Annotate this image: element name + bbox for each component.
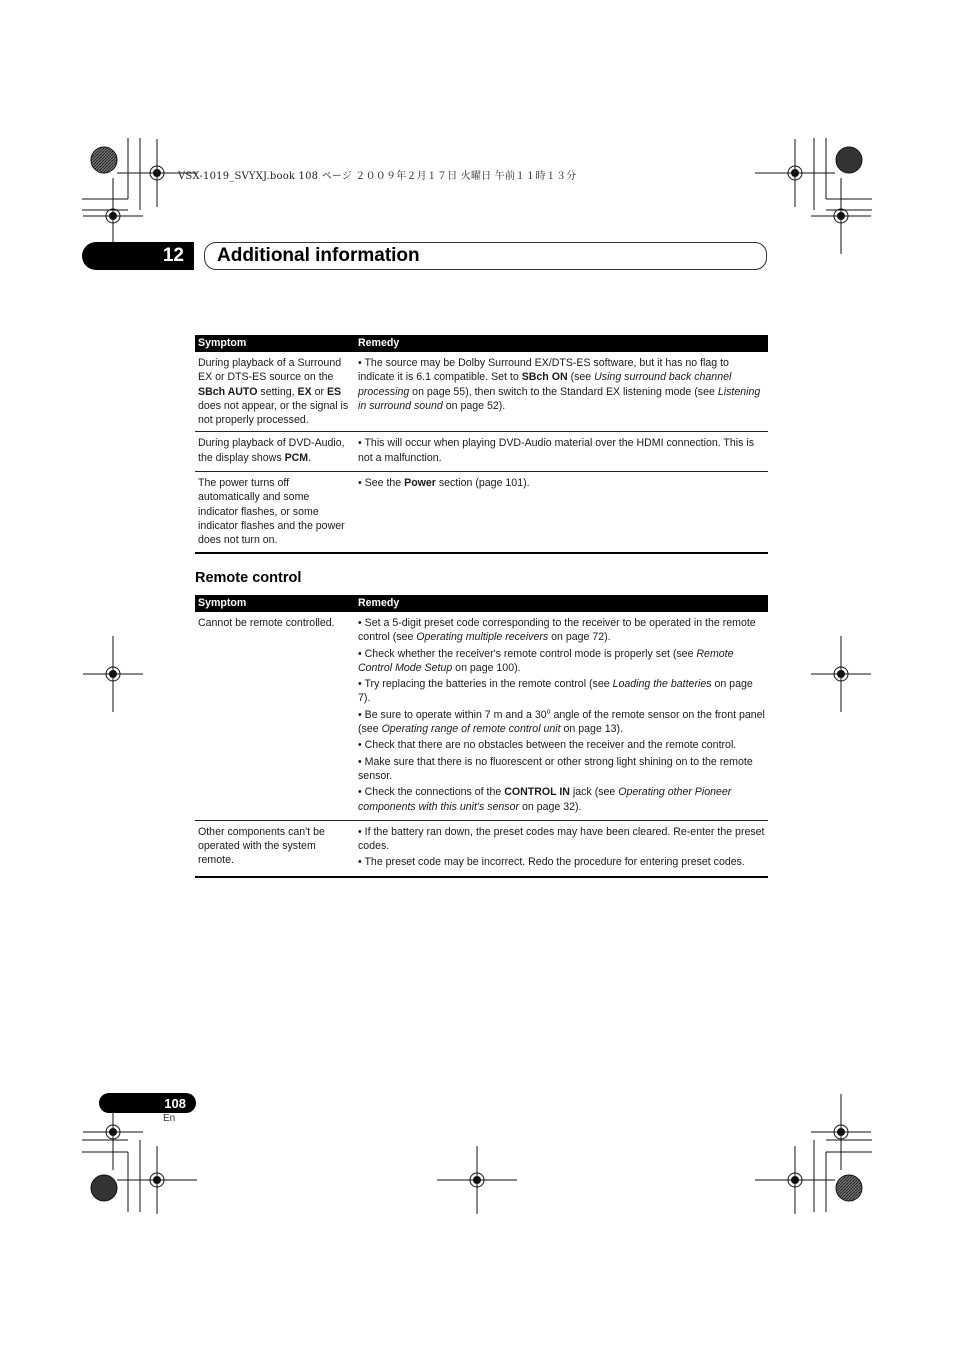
text-run: Other components can't be operated with the system remote. xyxy=(198,825,325,867)
text-run: on page 100). xyxy=(452,661,521,674)
text-run: • Make sure that there is no fluorescent or other strong light shining on to the remote sensor. xyxy=(358,755,753,782)
column-header-symptom: Symptom xyxy=(195,595,355,612)
text-run: Using surround back channel processing xyxy=(358,371,732,398)
text-run: • This will occur when playing DVD-Audio material over the HDMI connection. This is not a malfunction. xyxy=(358,437,755,464)
chapter-number-tab xyxy=(82,242,194,270)
chapter-number: 12 xyxy=(162,245,184,266)
section-title-remote-control: Remote control xyxy=(195,570,302,586)
text-run: • Set a 5-digit preset code corresponding to the receiver to be operated in the remote control (see xyxy=(358,617,756,644)
remedy-item xyxy=(358,647,765,676)
text-run: • See the xyxy=(358,477,405,490)
troubleshooting-table-surround xyxy=(195,335,768,554)
text-run: setting, xyxy=(257,385,298,398)
text-run: Operating multiple receivers xyxy=(416,631,549,644)
text-run: on page 55), then switch to the Standard EX listening mode (see xyxy=(409,385,718,398)
remedy-item xyxy=(358,755,765,784)
text-run: (see xyxy=(567,371,595,384)
remedy-cell xyxy=(355,432,768,472)
table-row xyxy=(195,432,768,472)
text-run: o xyxy=(546,708,551,716)
text-run: Operating other Pioneer components with this unit's sensor xyxy=(358,786,732,813)
remedy-cell xyxy=(355,472,768,553)
chapter-title: Additional information xyxy=(217,245,420,266)
text-run: jack (see xyxy=(569,786,619,799)
symptom-cell xyxy=(195,820,355,876)
text-run: Operating range of remote control unit xyxy=(381,723,561,736)
table-header-row xyxy=(195,595,768,612)
text-run: CONTROL IN xyxy=(504,786,570,799)
table-body xyxy=(195,352,768,553)
text-run: • The source may be Dolby Surround EX/DTS-ES software, but it has no flag to indicate it is 6.1 compatible. Set to xyxy=(358,357,729,384)
text-run: on page 32). xyxy=(519,800,582,813)
text-run: on page 52). xyxy=(442,399,506,412)
troubleshooting-table-remote xyxy=(195,595,768,878)
symptom-cell xyxy=(195,432,355,472)
text-run: • Check the connections of the xyxy=(358,786,505,799)
chapter-title-box xyxy=(204,242,767,270)
text-run: • Be sure to operate within 7 m and a 30 xyxy=(358,708,547,721)
remedy-item xyxy=(358,708,765,737)
text-run: EX xyxy=(297,385,312,398)
table-row xyxy=(195,472,768,553)
text-run: • The preset code may be incorrect. Redo the procedure for entering preset codes. xyxy=(358,856,745,869)
text-run: The power turns off automatically and some indicator flashes, or some indicator flashes and the power does not turn on. xyxy=(198,477,345,547)
text-run: Power xyxy=(404,477,436,490)
remedy-item xyxy=(358,356,765,413)
text-run: SBch ON xyxy=(521,371,568,384)
column-header-symptom: Symptom xyxy=(195,335,355,352)
text-run: angle of the remote sensor on the front panel (see xyxy=(358,708,765,736)
remedy-item xyxy=(358,785,765,814)
table-row xyxy=(195,352,768,432)
table-row xyxy=(195,820,768,876)
table-header-row xyxy=(195,335,768,352)
column-header-remedy: Remedy xyxy=(355,335,768,352)
column-header-remedy: Remedy xyxy=(355,595,768,612)
text-run: does not appear, or the signal is not properly processed. xyxy=(198,399,349,427)
text-run: Remote Control Mode Setup xyxy=(358,647,734,674)
text-run: Listening in surround sound xyxy=(358,385,761,412)
text-run: • Try replacing the batteries in the remote control (see xyxy=(358,678,613,691)
text-run: Cannot be remote controlled. xyxy=(198,617,335,629)
symptom-cell xyxy=(195,612,355,820)
remedy-item xyxy=(358,825,765,854)
symptom-cell xyxy=(195,472,355,553)
text-run: on page 7). xyxy=(358,678,753,705)
text-run: section (page 101). xyxy=(435,477,530,490)
table-body xyxy=(195,612,768,877)
remedy-item xyxy=(358,436,765,465)
text-run: During playback of a Surround EX or DTS-ES source on the xyxy=(198,357,342,384)
page-number: 108 xyxy=(164,1095,186,1111)
text-run: • Check that there are no obstacles between the receiver and the remote control. xyxy=(358,739,737,752)
remedy-cell xyxy=(355,352,768,432)
text-run: During playback of DVD-Audio, the display shows xyxy=(198,437,345,464)
remedy-item xyxy=(358,855,765,869)
text-run: or xyxy=(311,385,327,398)
text-run: • Check whether the receiver's remote control mode is properly set (see xyxy=(358,647,697,660)
text-run: Loading the batteries xyxy=(612,678,712,691)
print-file-header: VSX-1019_SVYXJ.book 108 ページ ２００９年２月１７日 火曜日 午前１１時１３分 xyxy=(178,171,577,182)
text-run: ES xyxy=(326,385,342,398)
text-run: PCM xyxy=(284,451,309,464)
remedy-item xyxy=(358,738,765,752)
text-run: . xyxy=(308,451,312,464)
remedy-item xyxy=(358,476,765,490)
remedy-cell xyxy=(355,820,768,876)
symptom-cell xyxy=(195,352,355,432)
text-run: on page 72). xyxy=(548,631,611,644)
remedy-cell xyxy=(355,612,768,820)
page-language: En xyxy=(163,1113,176,1124)
text-run: on page 13). xyxy=(560,723,624,736)
remedy-item xyxy=(358,616,765,645)
text-run: • If the battery ran down, the preset codes may have been cleared. Re-enter the preset codes. xyxy=(358,825,765,853)
remedy-item xyxy=(358,677,765,706)
page-number-tab xyxy=(99,1093,196,1113)
table-row xyxy=(195,612,768,820)
text-run: SBch AUTO xyxy=(198,385,258,398)
